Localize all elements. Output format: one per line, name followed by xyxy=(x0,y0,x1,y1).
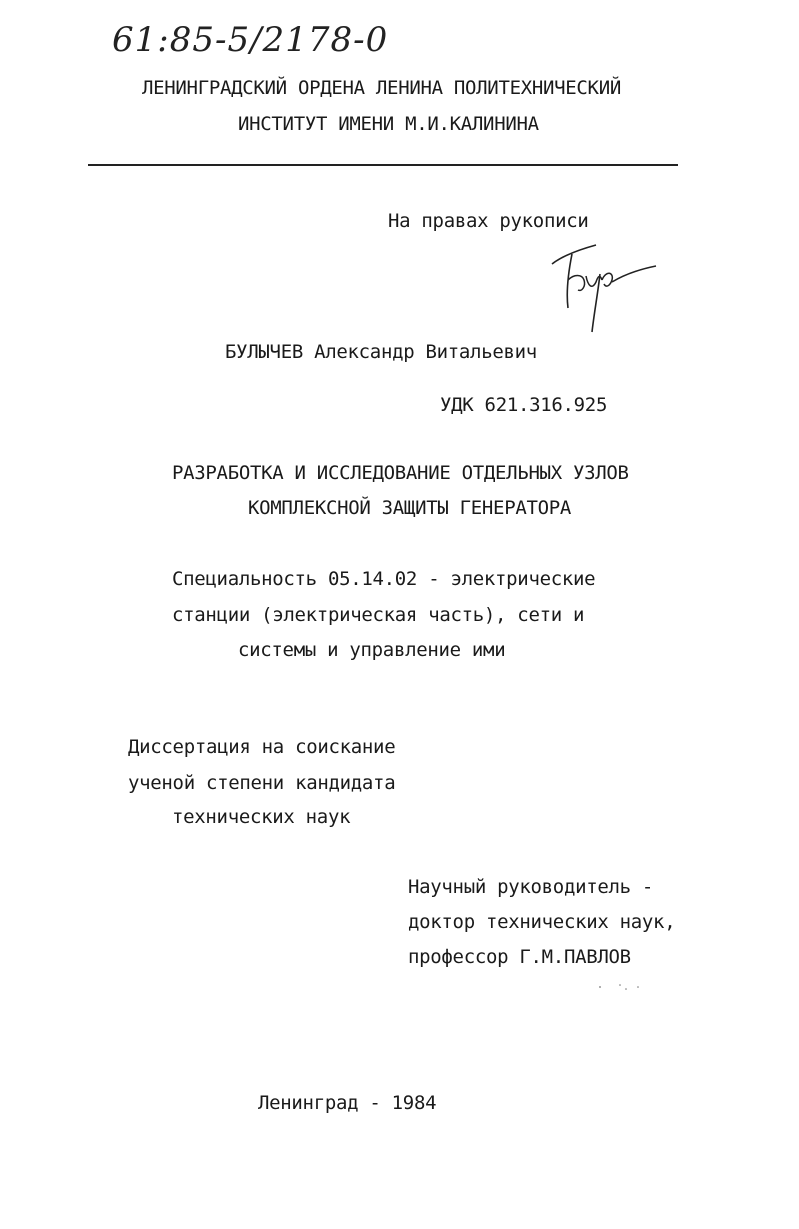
specialty-line-3: системы и управление ими xyxy=(238,639,506,661)
specialty-line-2: станции (электрическая часть), сети и xyxy=(172,604,585,626)
header-divider xyxy=(88,164,678,166)
specialty-line-1: Специальность 05.14.02 - электрические xyxy=(172,568,596,590)
manuscript-note: На правах рукописи xyxy=(388,210,589,232)
author-name: БУЛЫЧЕВ Александр Витальевич xyxy=(225,341,537,363)
title-line-1: РАЗРАБОТКА И ИССЛЕДОВАНИЕ ОТДЕЛЬНЫХ УЗЛОВ xyxy=(172,462,629,484)
handwritten-signature xyxy=(548,240,658,335)
archive-code-handwritten: 61:85-5/2178-0 xyxy=(112,20,389,60)
institute-line-1: ЛЕНИНГРАДСКИЙ ОРДЕНА ЛЕНИНА ПОЛИТЕХНИЧЕСКИЙ xyxy=(142,77,621,99)
place-and-year: Ленинград - 1984 xyxy=(258,1092,437,1114)
dissertation-line-3: технических наук xyxy=(172,806,351,828)
supervisor-line-3: профессор Г.М.ПАВЛОВ xyxy=(408,946,631,968)
dissertation-line-2: ученой степени кандидата xyxy=(128,772,396,794)
title-line-2: КОМПЛЕКСНОЙ ЗАЩИТЫ ГЕНЕРАТОРА xyxy=(248,497,572,519)
institute-line-2: ИНСТИТУТ ИМЕНИ М.И.КАЛИНИНА xyxy=(238,113,539,135)
supervisor-line-1: Научный руководитель - xyxy=(408,876,654,898)
supervisor-line-2: доктор технических наук, xyxy=(408,911,676,933)
udc-code: УДК 621.316.925 xyxy=(440,394,608,416)
scan-specks xyxy=(596,981,646,993)
dissertation-line-1: Диссертация на соискание xyxy=(128,736,396,758)
